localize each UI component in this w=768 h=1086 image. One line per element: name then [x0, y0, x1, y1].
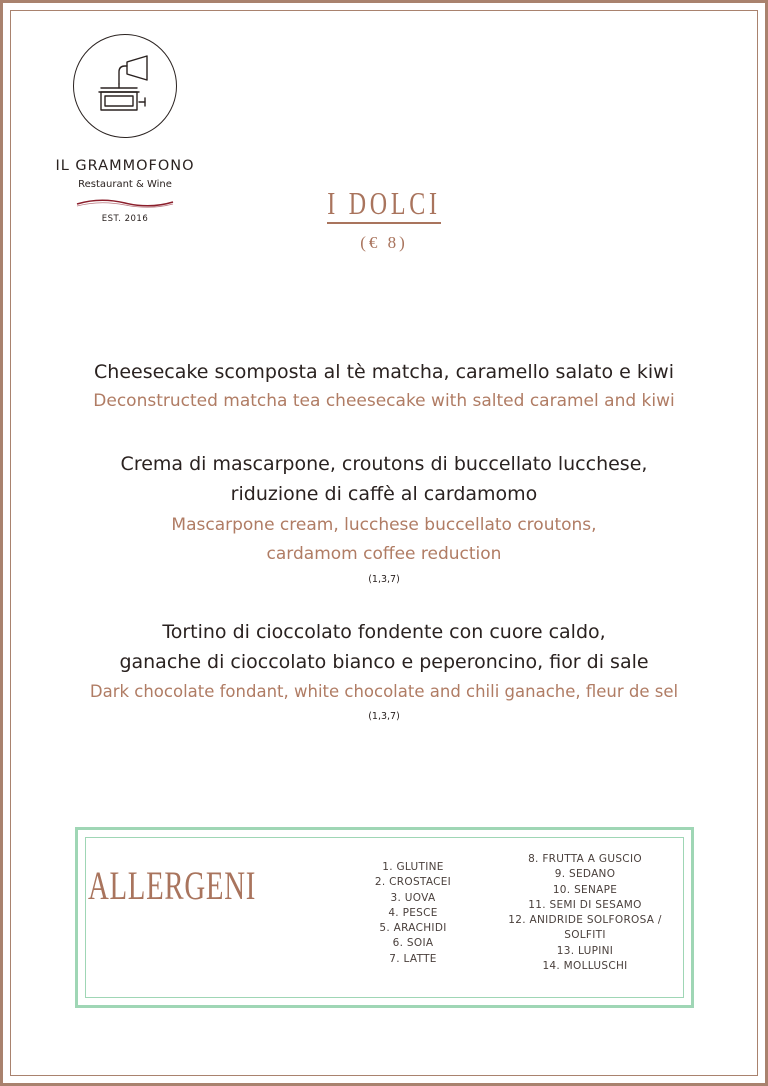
section-title: I DOLCI	[96, 185, 672, 222]
dish-italian-name: ganache di cioccolato bianco e peperoncino, fior di sale	[119, 651, 649, 673]
allergen-item: 10. SENAPE	[552, 883, 618, 896]
gramophone-icon	[93, 54, 157, 118]
dish-english-name: Mascarpone cream, lucchese buccellato croutons,	[171, 515, 597, 535]
dish-italian-name: riduzione di caffè al cardamomo	[230, 483, 538, 505]
allergen-item: 9. SEDANO	[554, 868, 616, 881]
allergen-item: 13. LUPINI	[556, 944, 614, 957]
allergen-item: 1. GLUTINE	[382, 861, 444, 873]
allergen-item: 11. SEMI DI SESAMO	[528, 898, 642, 911]
allergen-list-1	[348, 860, 478, 967]
dish-italian-name: Cheesecake scomposta al tè matcha, caramello salato e kiwi	[94, 361, 674, 383]
dish-1	[0, 357, 768, 416]
dish-italian-name: Crema di mascarpone, croutons di buccellato lucchese,	[120, 453, 648, 475]
allergen-item: 3. UOVA	[390, 891, 436, 904]
dish-italian-name: Tortino di cioccolato fondente con cuore caldo,	[162, 621, 606, 643]
dish-english-name: cardamom coffee reduction	[266, 544, 502, 564]
allergen-item: 5. ARACHIDI	[379, 922, 447, 935]
restaurant-name: IL GRAMMOFONO	[55, 158, 195, 174]
dish-english-name: Deconstructed matcha tea cheesecake with salted caramel and kiwi	[93, 391, 675, 411]
established-year: EST. 2016	[101, 214, 149, 224]
logo-circle	[73, 34, 177, 138]
dish-2	[0, 449, 768, 587]
allergen-title: ALLERGENI	[87, 863, 257, 908]
allergen-item: 4. PESCE	[388, 906, 438, 919]
allergen-item: 8. FRUTTA A GUSCIO	[528, 853, 642, 865]
dish-allergens: (1,3,7)	[368, 711, 400, 722]
dish-english-name: Dark chocolate fondant, white chocolate and chili ganache, fleur de sel	[89, 682, 679, 701]
dish-allergens: (1,3,7)	[368, 574, 400, 585]
allergen-item: 2. CROSTACEI	[374, 876, 452, 889]
allergen-item: 7. LATTE	[389, 952, 437, 965]
allergen-item: 12. ANIDRIDE SOLFOROSA /	[508, 914, 662, 927]
allergen-list-2	[500, 852, 670, 974]
restaurant-subtitle: Restaurant & Wine	[78, 179, 172, 190]
allergen-item: 6. SOIA	[392, 937, 434, 950]
allergen-item: SOLFITI	[564, 929, 606, 942]
section-price: (€ 8)	[360, 233, 408, 252]
allergen-item: 14. MOLLUSCHI	[542, 960, 628, 973]
dish-3	[0, 617, 768, 724]
